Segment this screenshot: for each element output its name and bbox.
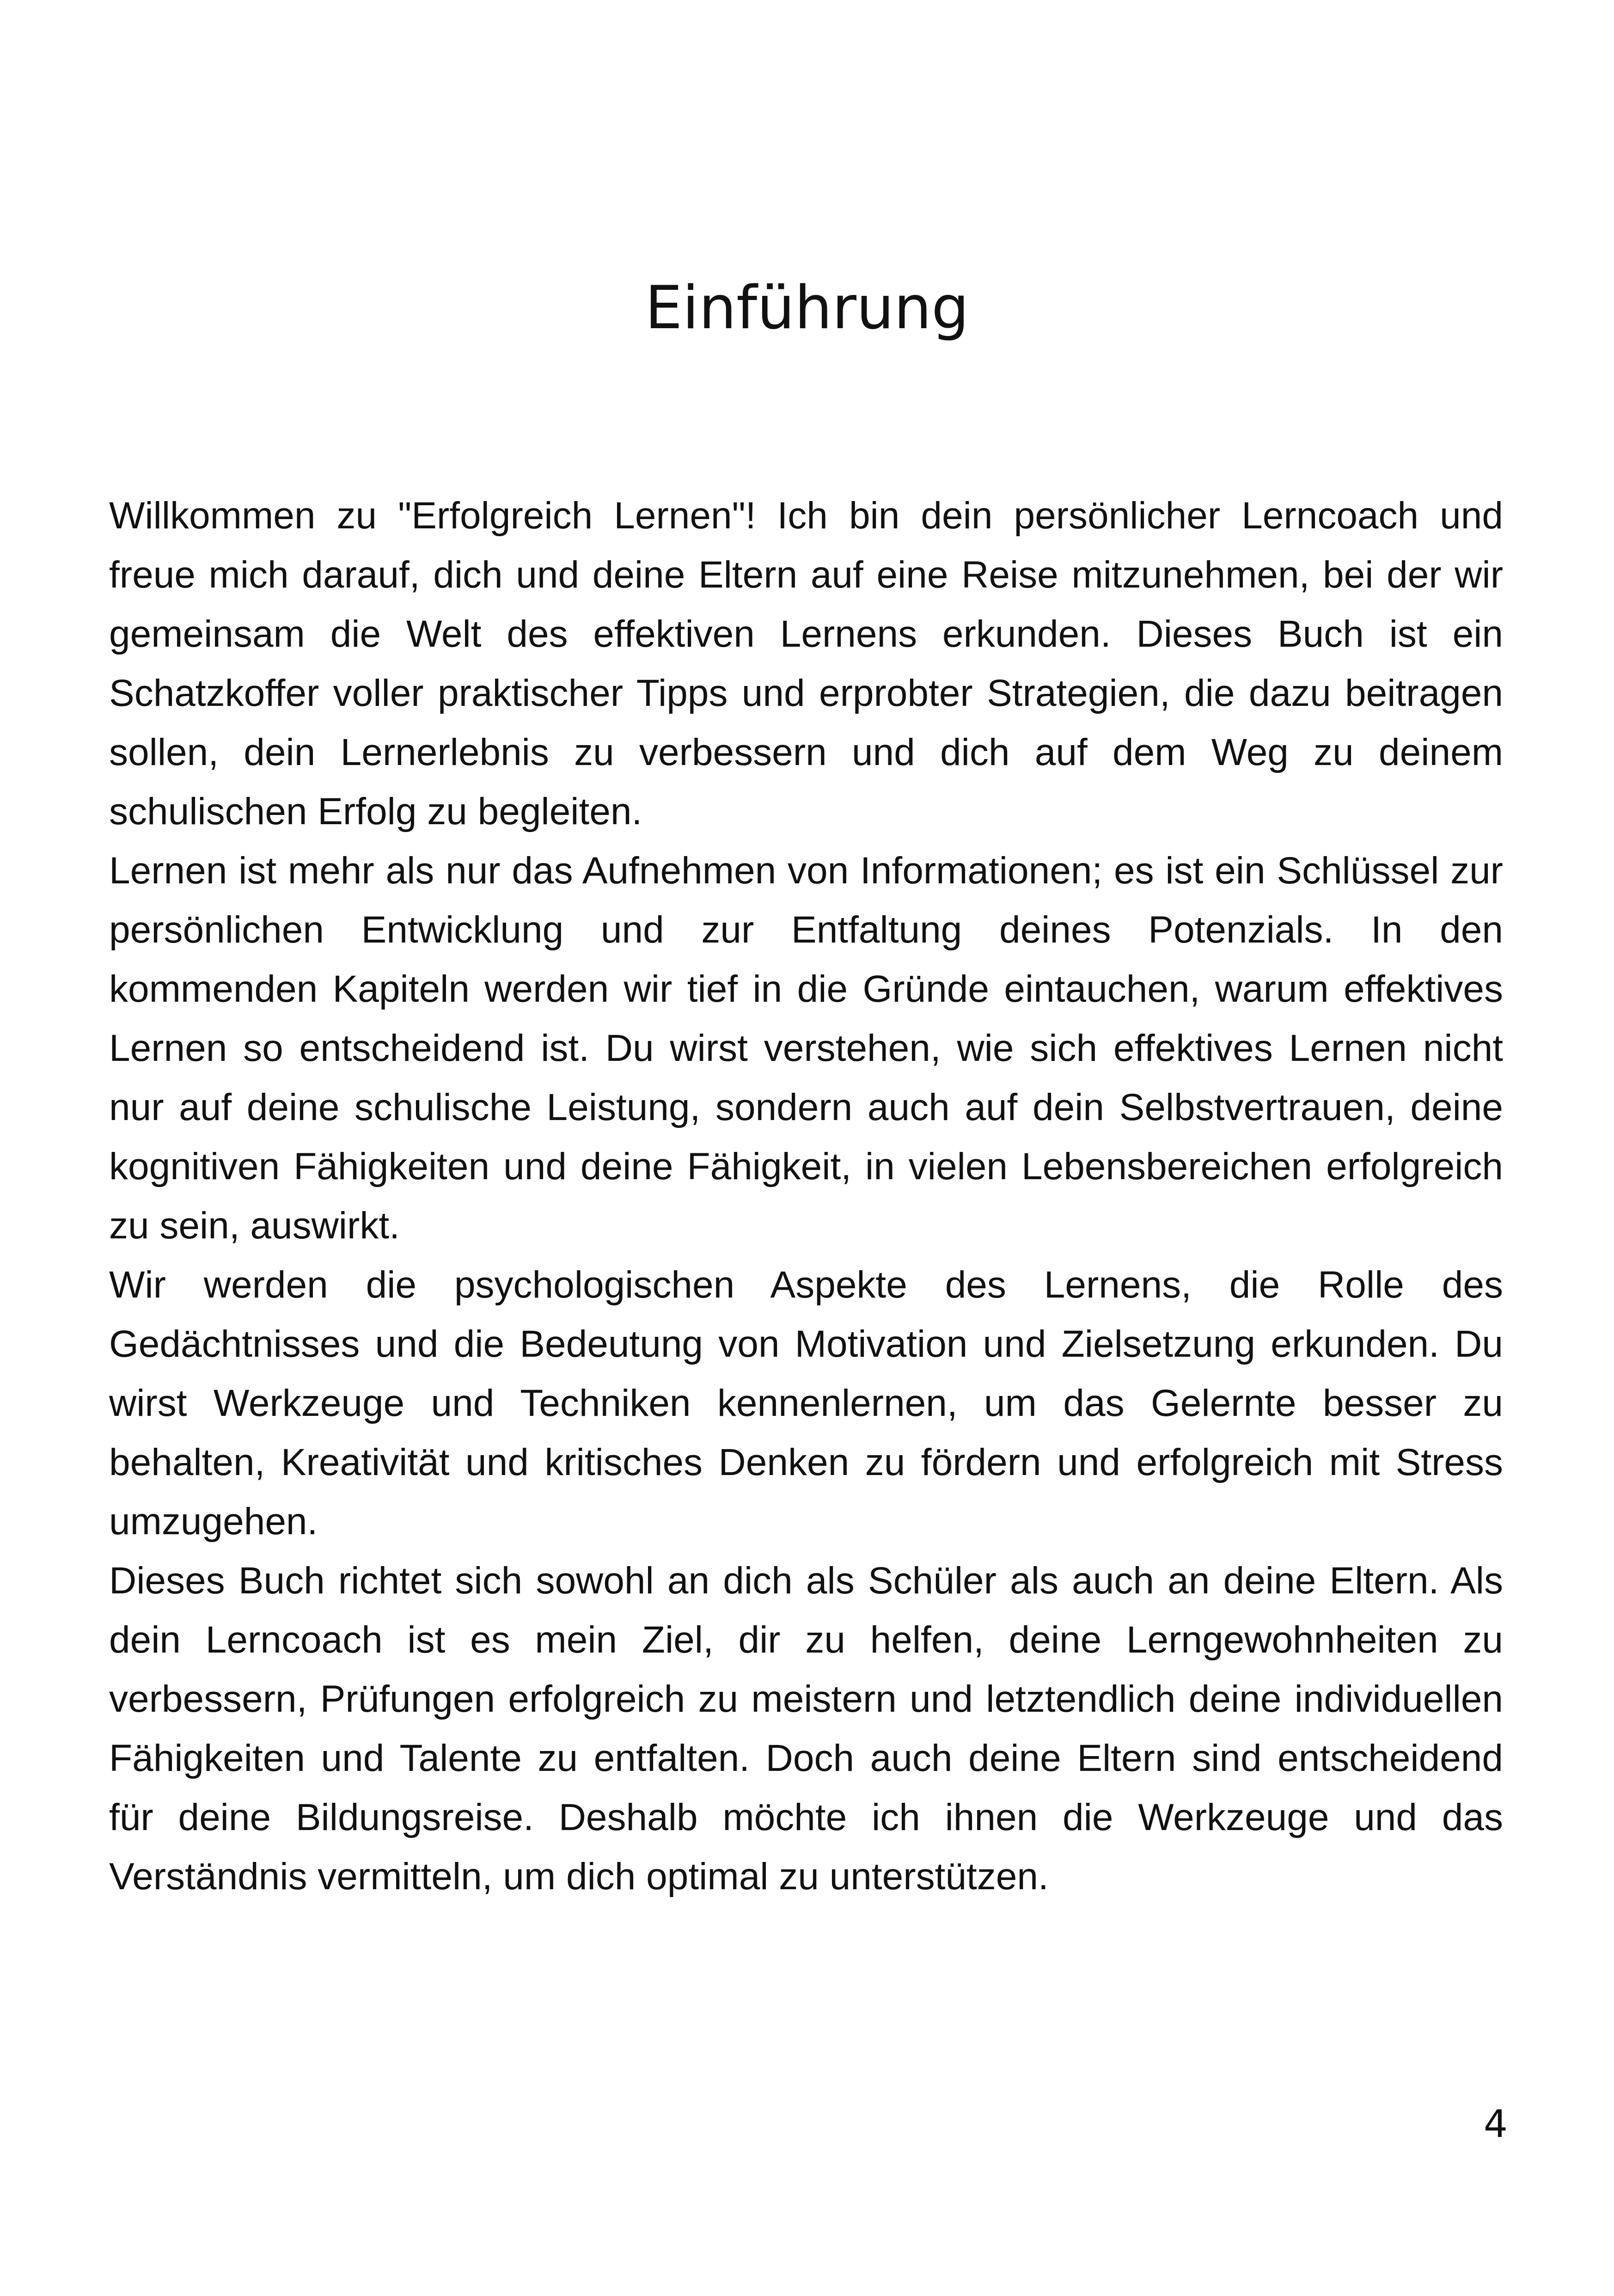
paragraph-2: Lernen ist mehr als nur das Aufnehmen von Informationen; es ist ein Schlüssel zur persönlichen Entwicklung und zur Entfaltung deines Potenzials. In den kommenden Kapiteln werden wir tief in die Gründe eintauchen, warum effektives Lernen so entscheidend ist. Du wirst verstehen, wie sich effektives Lernen nicht nur auf deine schulische Leistung, sondern auch auf dein Selbstvertrauen, deine kognitiven Fähigkeiten und deine Fähigkeit, in vielen Lebensbereichen erfolgreich zu sein, auswirkt.	[109, 850, 1503, 1247]
paragraph-1: Willkommen zu "Erfolgreich Lernen"! Ich bin dein persönlicher Lerncoach und freue mich darauf, dich und deine Eltern auf eine Reise mitzunehmen, bei der wir gemeinsam die Welt des effektiven Lernens erkunden. Dieses Buch ist ein Schatzkoffer voller praktischer Tipps und erprobter Strategien, die dazu beitragen sollen, dein Lernerlebnis zu verbessern und dich auf dem Weg zu deinem schulischen Erfolg zu begleiten.	[109, 495, 1503, 833]
paragraph-3: Wir werden die psychologischen Aspekte des Lernens, die Rolle des Gedächtnisses und die Bedeutung von Motivation und Zielsetzung erkunden. Du wirst Werkzeuge und Techniken kennenlernen, um das Gelernte besser zu behalten, Kreativität und kritisches Denken zu fördern und erfolgreich mit Stress umzugehen.	[109, 1264, 1503, 1543]
body-text	[109, 486, 1503, 1906]
page-number: 4	[1483, 2102, 1508, 2146]
paragraph-4: Dieses Buch richtet sich sowohl an dich als Schüler als auch an deine Eltern. Als dein Lerncoach ist es mein Ziel, dir zu helfen, deine Lerngewohnheiten zu verbessern, Prüfungen erfolgreich zu meistern und letztendlich deine individuellen Fähigkeiten und Talente zu entfalten. Doch auch deine Eltern sind entscheidend für deine Bildungsreise. Deshalb möchte ich ihnen die Werkzeuge und das Verständnis vermitteln, um dich optimal zu unterstützen.	[109, 1560, 1503, 1898]
page-title: Einführung	[645, 274, 969, 343]
